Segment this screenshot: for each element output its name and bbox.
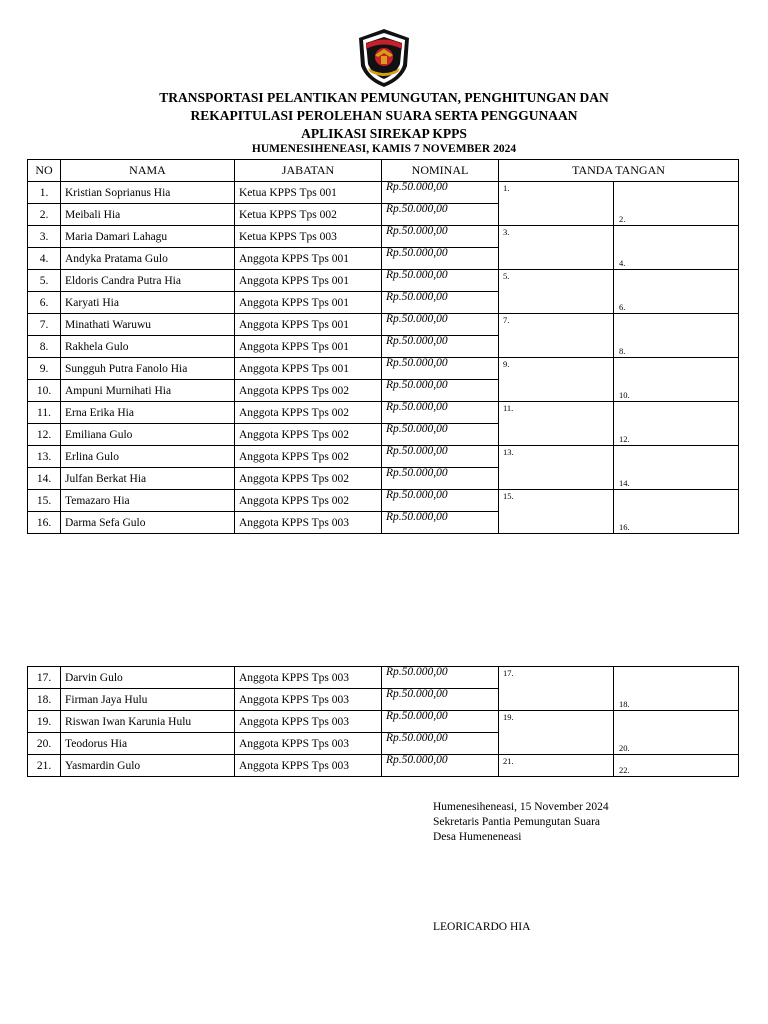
row-name: Karyati Hia (61, 292, 235, 314)
row-name: Maria Damari Lahagu (61, 226, 235, 248)
signature-slot-right (614, 446, 739, 490)
row-number: 20. (28, 733, 61, 755)
row-nominal: Rp.50.000,00 (382, 490, 499, 512)
row-nominal: Rp.50.000,00 (382, 358, 499, 380)
row-number: 8. (28, 336, 61, 358)
row-nominal: Rp.50.000,00 (382, 468, 499, 490)
signature-slot-right (614, 667, 739, 711)
signature-number: 10. (619, 390, 630, 400)
row-name: Darvin Gulo (61, 667, 235, 689)
row-number: 3. (28, 226, 61, 248)
row-number: 4. (28, 248, 61, 270)
signature-number: 7. (503, 315, 510, 325)
row-nominal: Rp.50.000,00 (382, 248, 499, 270)
row-nominal: Rp.50.000,00 (382, 755, 499, 777)
table-row (28, 226, 739, 248)
row-name: Temazaro Hia (61, 490, 235, 512)
column-header-jabatan: JABATAN (235, 160, 382, 182)
row-nominal: Rp.50.000,00 (382, 689, 499, 711)
column-header-no: NO (28, 160, 61, 182)
signature-slot-right (614, 270, 739, 314)
footer-place-date: Humenesiheneasi, 15 November 2024 (433, 801, 609, 813)
footer-village: Desa Humeneneasi (433, 831, 522, 843)
signature-number: 13. (503, 447, 514, 457)
row-position: Anggota KPPS Tps 003 (235, 711, 382, 733)
table-row (28, 667, 739, 689)
row-nominal: Rp.50.000,00 (382, 270, 499, 292)
signature-slot-left (499, 314, 614, 358)
row-position: Anggota KPPS Tps 003 (235, 755, 382, 777)
row-position: Anggota KPPS Tps 001 (235, 336, 382, 358)
signature-slot-right (614, 226, 739, 270)
signature-slot-right (614, 358, 739, 402)
row-position: Anggota KPPS Tps 002 (235, 468, 382, 490)
table-row (28, 270, 739, 292)
row-number: 21. (28, 755, 61, 777)
signature-slot-left (499, 755, 614, 777)
signature-slot-right (614, 314, 739, 358)
row-position: Anggota KPPS Tps 001 (235, 270, 382, 292)
signature-number: 11. (503, 403, 514, 413)
signature-number: 16. (619, 522, 630, 532)
row-position: Ketua KPPS Tps 001 (235, 182, 382, 204)
row-nominal: Rp.50.000,00 (382, 667, 499, 689)
column-header-nominal: NOMINAL (382, 160, 499, 182)
signature-number: 14. (619, 478, 630, 488)
row-nominal: Rp.50.000,00 (382, 711, 499, 733)
row-position: Anggota KPPS Tps 003 (235, 733, 382, 755)
table-header-row (28, 160, 739, 182)
row-number: 18. (28, 689, 61, 711)
row-nominal: Rp.50.000,00 (382, 204, 499, 226)
signature-slot-right (614, 182, 739, 226)
row-position: Anggota KPPS Tps 002 (235, 380, 382, 402)
row-position: Anggota KPPS Tps 002 (235, 402, 382, 424)
row-position: Anggota KPPS Tps 001 (235, 248, 382, 270)
row-number: 10. (28, 380, 61, 402)
row-number: 19. (28, 711, 61, 733)
signature-slot-left (499, 667, 614, 711)
row-name: Teodorus Hia (61, 733, 235, 755)
signature-slot-right (614, 402, 739, 446)
row-name: Yasmardin Gulo (61, 755, 235, 777)
signature-number: 1. (503, 183, 510, 193)
table-row (28, 446, 739, 468)
row-name: Kristian Soprianus Hia (61, 182, 235, 204)
signature-number: 4. (619, 258, 626, 268)
signature-slot-right (614, 755, 739, 777)
row-name: Ampuni Murnihati Hia (61, 380, 235, 402)
signature-slot-right (614, 490, 739, 534)
table-row (28, 755, 739, 777)
signature-number: 22. (619, 765, 630, 775)
row-number: 9. (28, 358, 61, 380)
row-name: Andyka Pratama Gulo (61, 248, 235, 270)
row-nominal: Rp.50.000,00 (382, 182, 499, 204)
row-name: Rakhela Gulo (61, 336, 235, 358)
row-position: Anggota KPPS Tps 003 (235, 512, 382, 534)
signature-number: 12. (619, 434, 630, 444)
row-nominal: Rp.50.000,00 (382, 424, 499, 446)
row-name: Riswan Iwan Karunia Hulu (61, 711, 235, 733)
row-nominal: Rp.50.000,00 (382, 380, 499, 402)
signature-number: 20. (619, 743, 630, 753)
signature-slot-left (499, 270, 614, 314)
payment-table-page-2 (27, 666, 739, 777)
row-name: Eldoris Candra Putra Hia (61, 270, 235, 292)
signature-number: 9. (503, 359, 510, 369)
signature-slot-right (614, 711, 739, 755)
row-number: 16. (28, 512, 61, 534)
row-position: Ketua KPPS Tps 003 (235, 226, 382, 248)
document-title-line-1: TRANSPORTASI PELANTIKAN PEMUNGUTAN, PENGHITUNGAN DAN (159, 90, 609, 105)
row-number: 7. (28, 314, 61, 336)
row-number: 12. (28, 424, 61, 446)
signature-number: 5. (503, 271, 510, 281)
signature-number: 3. (503, 227, 510, 237)
row-nominal: Rp.50.000,00 (382, 402, 499, 424)
signature-slot-left (499, 226, 614, 270)
row-nominal: Rp.50.000,00 (382, 512, 499, 534)
column-header-nama: NAMA (61, 160, 235, 182)
row-number: 1. (28, 182, 61, 204)
row-position: Anggota KPPS Tps 001 (235, 358, 382, 380)
row-position: Anggota KPPS Tps 003 (235, 689, 382, 711)
row-name: Firman Jaya Hulu (61, 689, 235, 711)
payment-table-page-1 (27, 159, 739, 534)
signature-number: 17. (503, 668, 514, 678)
document-title-line-2: REKAPITULASI PEROLEHAN SUARA SERTA PENGGUNAAN (190, 108, 578, 123)
row-position: Ketua KPPS Tps 002 (235, 204, 382, 226)
row-number: 2. (28, 204, 61, 226)
row-name: Darma Sefa Gulo (61, 512, 235, 534)
row-name: Minathati Waruwu (61, 314, 235, 336)
signature-slot-left (499, 711, 614, 755)
row-position: Anggota KPPS Tps 002 (235, 490, 382, 512)
row-nominal: Rp.50.000,00 (382, 314, 499, 336)
signature-number: 8. (619, 346, 626, 356)
signature-slot-left (499, 402, 614, 446)
row-number: 6. (28, 292, 61, 314)
row-nominal: Rp.50.000,00 (382, 446, 499, 468)
table-row (28, 314, 739, 336)
signature-number: 19. (503, 712, 514, 722)
table-row (28, 182, 739, 204)
row-position: Anggota KPPS Tps 001 (235, 314, 382, 336)
row-name: Meibali Hia (61, 204, 235, 226)
row-nominal: Rp.50.000,00 (382, 733, 499, 755)
row-position: Anggota KPPS Tps 003 (235, 667, 382, 689)
row-number: 17. (28, 667, 61, 689)
signature-number: 15. (503, 491, 514, 501)
row-name: Julfan Berkat Hia (61, 468, 235, 490)
row-position: Anggota KPPS Tps 002 (235, 424, 382, 446)
signature-number: 2. (619, 214, 626, 224)
footer-role: Sekretaris Pantia Pemungutan Suara (433, 816, 601, 828)
row-name: Sungguh Putra Fanolo Hia (61, 358, 235, 380)
row-number: 15. (28, 490, 61, 512)
row-nominal: Rp.50.000,00 (382, 292, 499, 314)
signature-slot-left (499, 490, 614, 534)
signature-slot-left (499, 446, 614, 490)
row-number: 11. (28, 402, 61, 424)
signature-number: 18. (619, 699, 630, 709)
document-title-line-3: APLIKASI SIREKAP KPPS (301, 126, 467, 141)
signature-number: 21. (503, 756, 514, 766)
table-row (28, 490, 739, 512)
row-name: Erlina Gulo (61, 446, 235, 468)
row-number: 5. (28, 270, 61, 292)
signature-slot-left (499, 358, 614, 402)
row-name: Emiliana Gulo (61, 424, 235, 446)
column-header-tanda-tangan: TANDA TANGAN (499, 160, 739, 182)
footer-signatory-name: LEORICARDO HIA (433, 921, 531, 933)
row-nominal: Rp.50.000,00 (382, 336, 499, 358)
row-position: Anggota KPPS Tps 001 (235, 292, 382, 314)
signature-number: 6. (619, 302, 626, 312)
row-number: 14. (28, 468, 61, 490)
table-row (28, 358, 739, 380)
signature-slot-left (499, 182, 614, 226)
row-number: 13. (28, 446, 61, 468)
panitia-pemungutan-suara-logo (357, 28, 411, 88)
table-row (28, 711, 739, 733)
row-name: Erna Erika Hia (61, 402, 235, 424)
row-nominal: Rp.50.000,00 (382, 226, 499, 248)
row-position: Anggota KPPS Tps 002 (235, 446, 382, 468)
document-subtitle-date: HUMENESIHENEASI, KAMIS 7 NOVEMBER 2024 (251, 143, 517, 155)
table-row (28, 402, 739, 424)
